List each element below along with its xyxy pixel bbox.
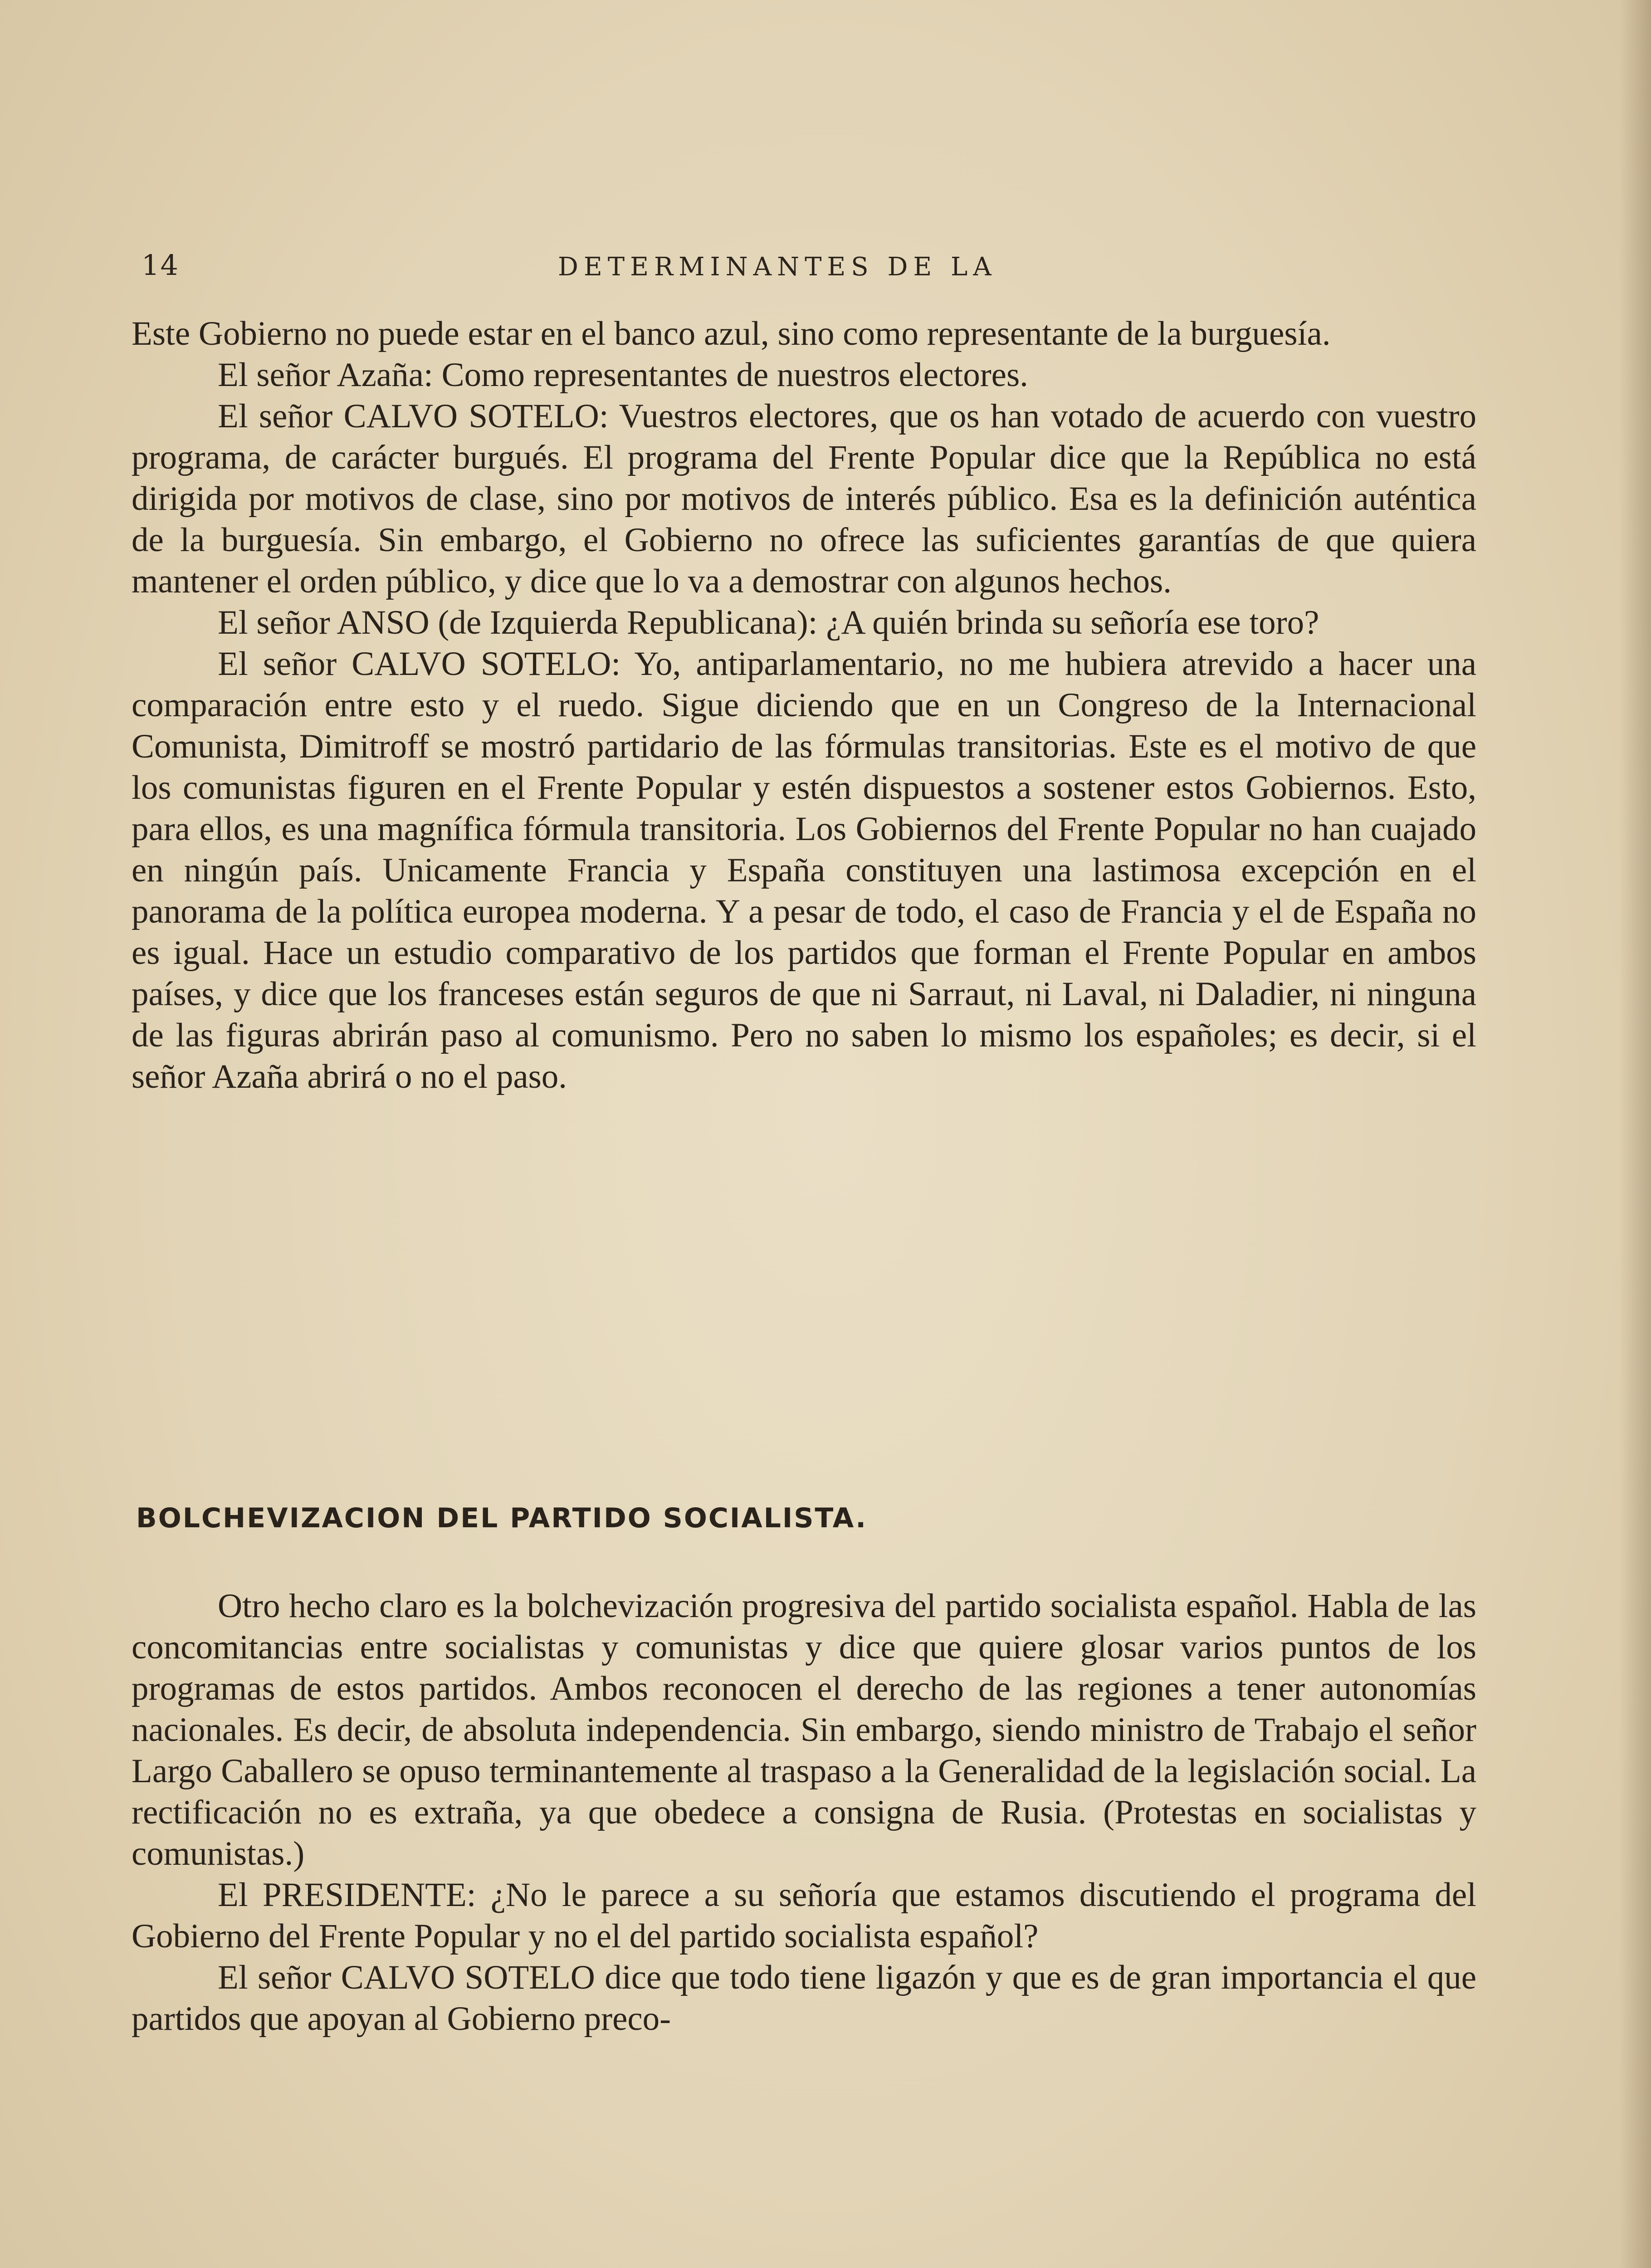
page-edge-shadow <box>1619 0 1651 2268</box>
section-heading: BOLCHEVIZACION DEL PARTIDO SOCIALISTA. <box>136 1502 868 1534</box>
paragraph: El PRESIDENTE: ¿No le parece a su señoría que estamos discutiendo el programa del Gobierno del Frente Popular y no el del partido socialista español? <box>132 1876 1476 1955</box>
paragraph: El señor Azaña: Como representantes de nuestros electores. <box>218 356 1028 394</box>
running-head: DETERMINANTES DE LA <box>558 252 997 282</box>
page-number: 14 <box>142 249 179 282</box>
paragraph: El señor ANSO (de Izquierda Republicana): ¿A quién brinda su señoría ese toro? <box>218 604 1319 641</box>
paragraph: El señor CALVO SOTELO: Vuestros electores, que os han votado de acuerdo con vuestro programa, de carácter burgués. El programa del Frente Popular dice que la República no está dirigida por motivos de clase, sino por motivos de interés público. Esa es la definición auténtica de la burguesía. Sin embargo, el Gobierno no ofrece las suficientes garantías de que quiera mantener el orden público, y dice que lo va a demostrar con algunos hechos. <box>132 397 1476 600</box>
paragraph: El señor CALVO SOTELO dice que todo tiene ligazón y que es de gran importancia el que partidos que apoyan al Gobierno preco- <box>132 1959 1476 2038</box>
body-text-lower <box>132 1585 1476 2039</box>
body-text-upper <box>132 313 1476 1097</box>
paragraph: Este Gobierno no puede estar en el banco azul, sino como representante de la burguesía. <box>132 315 1331 352</box>
paragraph: Otro hecho claro es la bolchevización progresiva del partido socialista español. Habla de las concomitancias entre socialistas y comunistas y dice que quiere glosar varios puntos de los programas de estos partidos. Ambos reconocen el derecho de las regiones a tener autonomías nacionales. Es decir, de absoluta independencia. Sin embargo, siendo ministro de Trabajo el señor Largo Caballero se opuso terminantemente al traspaso a la Generalidad de la legislación social. La rectificación no es extraña, ya que obedece a consigna de Rusia. (Protestas en socialistas y comunistas.) <box>132 1587 1476 1872</box>
paragraph: El señor CALVO SOTELO: Yo, antiparlamentario, no me hubiera atrevido a hacer una comparación entre esto y el ruedo. Sigue diciendo que en un Congreso de la Internacional Comunista, Dimitroff se mostró partidario de las fórmulas transitorias. Este es el motivo de que los comunistas figuren en el Frente Popular y estén dispuestos a sostener estos Gobiernos. Esto, para ellos, es una magnífica fórmula transitoria. Los Gobiernos del Frente Popular no han cuajado en ningún país. Unicamente Francia y España constituyen una lastimosa excepción en el panorama de la política europea moderna. Y a pesar de todo, el caso de Francia y el de España no es igual. Hace un estudio comparativo de los partidos que forman el Frente Popular en ambos países, y dice que los franceses están seguros de que ni Sarraut, ni Laval, ni Daladier, ni ninguna de las figuras abrirán paso al comunismo. Pero no saben lo mismo los españoles; es decir, si el señor Azaña abrirá o no el paso. <box>132 645 1476 1095</box>
